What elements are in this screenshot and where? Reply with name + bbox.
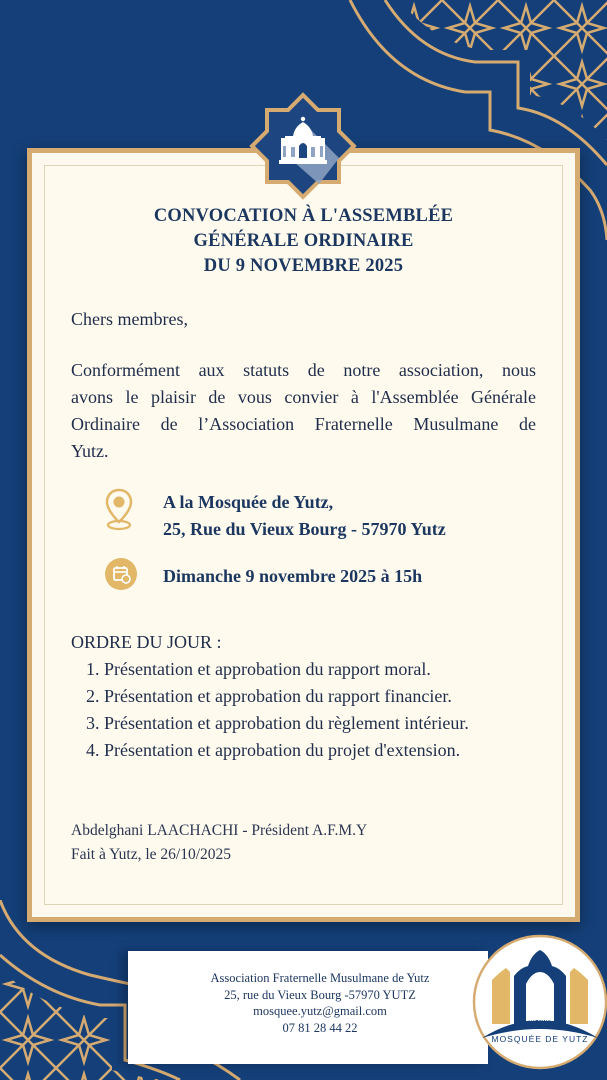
footer-phone: 07 81 28 44 22	[282, 1020, 358, 1035]
paragraph-line: Yutz.	[71, 441, 109, 461]
agenda-item: 2. Présentation et approbation du rapport financier.	[86, 686, 452, 706]
agenda-item: 4. Présentation et approbation du projet d'extension.	[86, 740, 461, 760]
title-line: DU 9 NOVEMBRE 2025	[203, 256, 404, 276]
agenda-list	[86, 656, 469, 764]
agenda-title: ORDRE DU JOUR :	[71, 632, 222, 652]
greeting: Chers membres,	[71, 309, 188, 329]
event-date: Dimanche 9 novembre 2025 à 15h	[163, 566, 423, 586]
paragraph-line: Ordinaire de l’Association Fraternelle Musulmane de	[71, 414, 536, 434]
signature-name: Abdelghani LAACHACHI - Président A.F.M.Y	[71, 822, 368, 839]
title-line: CONVOCATION À L'ASSEMBLÉE	[153, 206, 454, 226]
footer-org: Association Fraternelle Musulmane de Yutz	[210, 971, 430, 985]
location-pin-icon	[104, 487, 134, 533]
footer-contact	[150, 970, 490, 1036]
agenda-item: 1. Présentation et approbation du rapport moral.	[86, 659, 431, 679]
agenda-item: 3. Présentation et approbation du règlement intérieur.	[86, 713, 469, 733]
signature-place-date: Fait à Yutz, le 26/10/2025	[71, 846, 232, 863]
page-title	[60, 204, 547, 279]
calendar-clock-icon	[105, 558, 137, 590]
footer-address: 25, rue du Vieux Bourg -57970 YUTZ	[224, 987, 416, 1002]
afmy-logo	[470, 932, 607, 1072]
logo-name: MOSQUÉE DE YUTZ	[491, 1034, 589, 1044]
location-line-1: A la Mosquée de Yutz,	[163, 492, 334, 512]
intro-paragraph	[71, 357, 536, 465]
paragraph-line: avons le plaisir de vous convier à l'Assemblée Générale	[71, 387, 536, 407]
location-line-2: 25, Rue du Vieux Bourg - 57970 Yutz	[163, 519, 446, 539]
mosque-icon	[249, 92, 357, 200]
footer-email: mosquee.yutz@gmail.com	[253, 1004, 387, 1018]
logo-acronym: A.F.M.Y	[525, 1014, 555, 1023]
title-line: GÉNÉRALE ORDINAIRE	[193, 231, 414, 251]
paragraph-line: Conformément aux statuts de notre association, nous	[71, 360, 536, 380]
